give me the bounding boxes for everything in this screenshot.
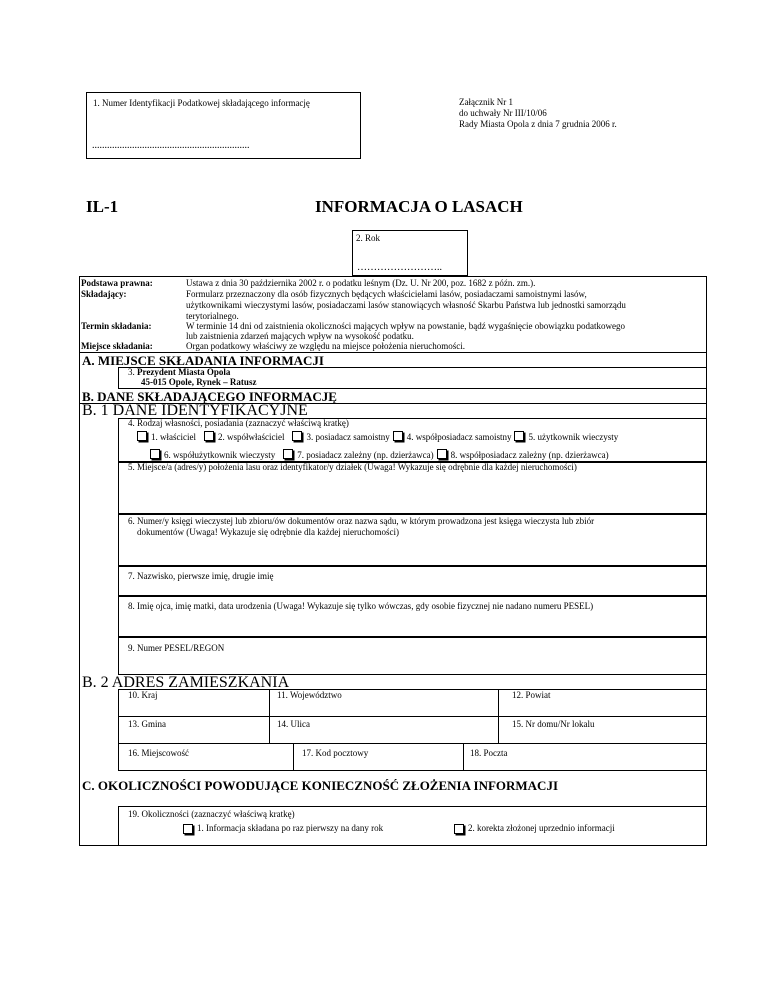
field-16-label: 16. Miejscowość xyxy=(128,748,189,758)
skladajacy-line-3: terytorialnego. xyxy=(186,311,239,321)
miejsce-text: Organ podatkowy właściwy ze względu na miejsce położenia nieruchomości. xyxy=(186,341,465,351)
skladajacy-label: Składający: xyxy=(81,289,127,299)
checkbox-icon xyxy=(183,824,193,834)
option-3-label: 3. posiadacz samoistny xyxy=(306,432,390,442)
attachment-line-3: Rady Miasta Opola z dnia 7 grudnia 2006 r. xyxy=(459,119,617,129)
ownership-options-row-2 xyxy=(150,449,609,461)
field-7-label: 7. Nazwisko, pierwsze imię, drugie imię xyxy=(128,571,274,581)
option-1-checkbox[interactable] xyxy=(137,431,196,443)
field-15-label: 15. Nr domu/Nr lokalu xyxy=(512,719,595,729)
field-3-prefix: 3. xyxy=(128,367,135,377)
checkbox-icon xyxy=(514,431,524,441)
field-11-label: 11. Województwo xyxy=(277,690,342,700)
skladajacy-line-2: użytkownikami wieczystymi lasów, posiadaczami lasów stanowiących własność Skarbu Państwa lub jednostki samorządu xyxy=(186,300,626,310)
option-7-label: 7. posiadacz zależny (np. dzierżawca) xyxy=(297,450,434,460)
option-4-label: 4. współposiadacz samoistny xyxy=(406,432,512,442)
section-c-title: C. OKOLICZNOŚCI POWODUJĄCE KONIECZNOŚĆ ZŁOŻENIA INFORMACJI xyxy=(82,778,559,793)
checkbox-icon xyxy=(437,449,447,459)
section-a-title: A. MIEJSCE SKŁADANIA INFORMACJI xyxy=(82,353,324,368)
section-b1-title: B. 1 DANE IDENTYFIKACYJNE xyxy=(82,402,308,419)
skladajacy-line-1: Formularz przeznaczony dla osób fizycznych będących właścicielami lasów, posiadaczami samoistnymi lasów, xyxy=(186,289,587,299)
form-code: IL-1 xyxy=(86,197,119,216)
field-6-line-2: dokumentów (Uwaga! Wykazuje się odrębnie dla każdej nieruchomości) xyxy=(137,527,399,537)
field-9-label: 9. Numer PESEL/REGON xyxy=(128,643,225,653)
year-input[interactable]: …………………….. xyxy=(357,262,442,273)
checkbox-icon xyxy=(204,431,214,441)
field-3-line-2: 45-015 Opole, Rynek – Ratusz xyxy=(141,377,257,387)
option-7-checkbox[interactable] xyxy=(283,449,433,461)
field-10-label: 10. Kraj xyxy=(128,690,158,700)
checkbox-icon xyxy=(393,431,403,441)
field-19-label: 19. Okoliczności (zaznaczyć właściwą kratkę) xyxy=(128,809,295,819)
attachment-line-2: do uchwały Nr III/10/06 xyxy=(459,108,547,118)
year-label: 2. Rok xyxy=(356,233,381,243)
option-2-label: 2. współwłaściciel xyxy=(217,432,285,442)
checkbox-icon xyxy=(283,449,293,459)
option-8-label: 8. współposiadacz zależny (np. dzierżawca) xyxy=(450,450,609,460)
checkbox-icon xyxy=(292,431,302,441)
termin-line-2: lub zaistnienia zdarzeń mających wpływ na wysokość podatku. xyxy=(186,331,414,341)
nip-input[interactable]: ............................................................... xyxy=(92,140,250,151)
field-17-label: 17. Kod pocztowy xyxy=(302,748,369,758)
option-3-checkbox[interactable] xyxy=(292,431,389,443)
option-5-label: 5. użytkownik wieczysty xyxy=(528,432,619,442)
circumstance-option-1[interactable] xyxy=(183,823,383,834)
circumstance-option-2[interactable] xyxy=(454,823,615,834)
checkbox-icon xyxy=(454,824,464,834)
option-6-checkbox[interactable] xyxy=(150,449,275,461)
section-b-title: B. DANE SKŁADAJĄCEGO INFORMACJĘ xyxy=(82,389,337,404)
nip-label: 1. Numer Identyfikacji Podatkowej składającego informację xyxy=(93,98,310,108)
option-2-checkbox[interactable] xyxy=(204,431,285,443)
option-8-checkbox[interactable] xyxy=(437,449,609,461)
field-12-label: 12. Powiat xyxy=(512,690,551,700)
miejsce-label: Miejsce składania: xyxy=(81,341,153,351)
field-13-label: 13. Gmina xyxy=(128,719,166,729)
field-4-label: 4. Rodzaj własności, posiadania (zaznaczyć właściwą kratkę) xyxy=(128,418,349,428)
option-1-label: 1. właściciel xyxy=(151,432,196,442)
ownership-options-row-1 xyxy=(137,431,618,443)
field-3-line-1: Prezydent Miasta Opola xyxy=(137,367,231,377)
circumstance-option-1-label: 1. Informacja składana po raz pierwszy na dany rok xyxy=(197,823,384,833)
field-18-label: 18. Poczta xyxy=(470,748,508,758)
option-5-checkbox[interactable] xyxy=(514,431,618,443)
section-b2-title: B. 2 ADRES ZAMIESZKANIA xyxy=(82,674,290,691)
circumstance-option-2-label: 2. korekta złożonej uprzednio informacji xyxy=(468,823,615,833)
option-6-label: 6. współużytkownik wieczysty xyxy=(164,450,276,460)
field-8-label: 8. Imię ojca, imię matki, data urodzenia (Uwaga! Wykazuje się tylko wówczas, gdy osobie fizycznej nie nadano numeru PESEL) xyxy=(128,601,594,611)
podstawa-label: Podstawa prawna: xyxy=(81,278,153,288)
termin-label: Termin składania: xyxy=(81,321,152,331)
form-title: INFORMACJA O LASACH xyxy=(315,197,523,216)
podstawa-text: Ustawa z dnia 30 października 2002 r. o podatku leśnym (Dz. U. Nr 200, poz. 1682 z późn. zm.). xyxy=(186,278,536,288)
attachment-line-1: Załącznik Nr 1 xyxy=(459,97,513,107)
field-6-line-1: 6. Numer/y księgi wieczystej lub zbioru/ów dokumentów oraz nazwa sądu, w którym prowadzona jest księga wieczysta lub zbiór xyxy=(128,516,595,526)
termin-line-1: W terminie 14 dni od zaistnienia okoliczności mających wpływ na powstanie, bądź wygaśnięcie obowiązku podatkowego xyxy=(186,321,625,331)
checkbox-icon xyxy=(150,449,160,459)
option-4-checkbox[interactable] xyxy=(393,431,512,443)
checkbox-icon xyxy=(137,431,147,441)
field-5-label: 5. Miejsce/a (adres/y) położenia lasu oraz identyfikator/y działek (Uwaga! Wykazuje się odrębnie dla każdej nieruchomości) xyxy=(128,462,577,472)
field-14-label: 14. Ulica xyxy=(277,719,310,729)
